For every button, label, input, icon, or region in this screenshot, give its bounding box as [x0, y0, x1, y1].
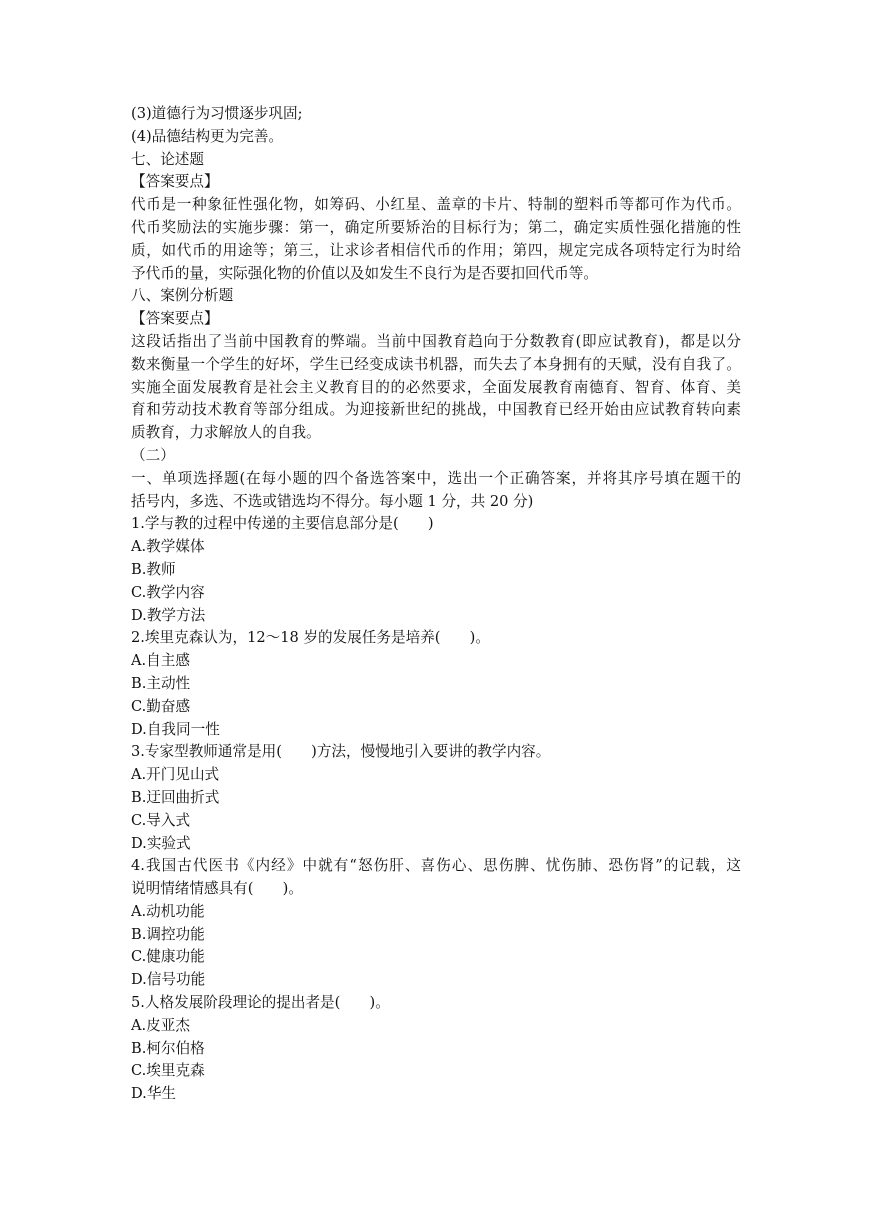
list-item: (4)品德结构更为完善。 — [131, 127, 284, 145]
section-title: 七、论述题 — [131, 150, 204, 168]
answer-label: 【答案要点】 — [131, 310, 219, 328]
question-stem: 2.埃里克森认为，12～18 岁的发展任务是培养( )。 — [131, 629, 490, 647]
option: D.华生 — [131, 1085, 177, 1103]
question — [131, 627, 741, 741]
question-stem: 1.学与教的过程中传递的主要信息部分是( ) — [131, 515, 434, 533]
option: A.动机功能 — [131, 902, 205, 920]
option: C.勤奋感 — [131, 697, 191, 715]
paragraph-line: 实施全面发展教育是社会主义教育目的的必然要求，全面发展教育南德育、智育、体育、美 — [131, 378, 741, 396]
option: B.迂回曲折式 — [131, 788, 220, 806]
option: B.教师 — [131, 560, 176, 578]
question-stem: 3.专家型教师通常是用( )方法，慢慢地引入要讲的教学内容。 — [131, 743, 551, 761]
question-stem-line: 说明情绪情感具有( )。 — [131, 880, 303, 898]
option: C.健康功能 — [131, 948, 205, 966]
question — [131, 513, 741, 627]
part-heading: （二） — [131, 446, 175, 464]
question — [131, 741, 741, 855]
option: D.教学方法 — [131, 606, 206, 624]
option: C.导入式 — [131, 811, 191, 829]
option: A.自主感 — [131, 652, 190, 670]
option: B.主动性 — [131, 674, 191, 692]
paragraph-line: 代币奖励法的实施步骤：第一，确定所要矫治的目标行为；第二，确定实质性强化措施的性 — [131, 218, 741, 236]
paragraph-line: 括号内，多选、不选或错选均不得分。每小题 1 分，共 20 分) — [131, 492, 534, 510]
list-item: (3)道德行为习惯逐步巩固; — [131, 105, 303, 122]
option: C.埃里克森 — [131, 1062, 205, 1080]
option: B.调控功能 — [131, 925, 205, 943]
question-stem: 5.人格发展阶段理论的提出者是( )。 — [131, 994, 390, 1012]
option: A.皮亚杰 — [131, 1016, 190, 1034]
answer-paragraph — [131, 194, 741, 285]
answer-label: 【答案要点】 — [131, 173, 219, 191]
paragraph-line: 予代币的量，实际强化物的价值以及如发生不良行为是否要扣回代币等。 — [131, 264, 599, 282]
option: C.教学内容 — [131, 583, 205, 601]
question — [131, 992, 741, 1106]
option: A.教学媒体 — [131, 538, 205, 556]
paragraph-line: 代币是一种象征性强化物，如筹码、小红星、盖章的卡片、特制的塑料币等都可作为代币。 — [131, 196, 741, 214]
paragraph-line: 质教育，力求解放人的自我。 — [131, 424, 321, 442]
section-title: 八、案例分析题 — [131, 287, 234, 305]
question — [131, 855, 741, 992]
option: A.开门见山式 — [131, 766, 220, 784]
question-stem-line: 4.我国古代医书《内经》中就有“怒伤肝、喜伤心、思伤脾、忧伤肺、恐伤肾”的记载，这 — [131, 857, 741, 875]
paragraph-line: 数来衡量一个学生的好坏，学生已经变成读书机器，而失去了本身拥有的天赋，没有自我了。 — [131, 355, 741, 373]
option: D.实验式 — [131, 834, 191, 852]
paragraph-line: 这段话指出了当前中国教育的弊端。当前中国教育趋向于分数教育(即应试教育)，都是以分 — [131, 332, 741, 350]
answer-paragraph — [131, 331, 741, 445]
section-instructions — [131, 468, 741, 514]
option: B.柯尔伯格 — [131, 1039, 205, 1057]
paragraph-line: 育和劳动技术教育等部分组成。为迎接新世纪的挑战，中国教育已经开始由应试教育转向素 — [131, 401, 741, 419]
option: D.自我同一性 — [131, 720, 220, 738]
paragraph-line: 一、单项选择题(在每小题的四个备选答案中，选出一个正确答案，并将其序号填在题干的 — [131, 469, 741, 487]
paragraph-line: 质，如代币的用途等；第三，让求诊者相信代币的作用；第四，规定完成各项特定行为时给 — [131, 241, 741, 259]
option: D.信号功能 — [131, 971, 206, 989]
question-stem — [131, 855, 741, 901]
